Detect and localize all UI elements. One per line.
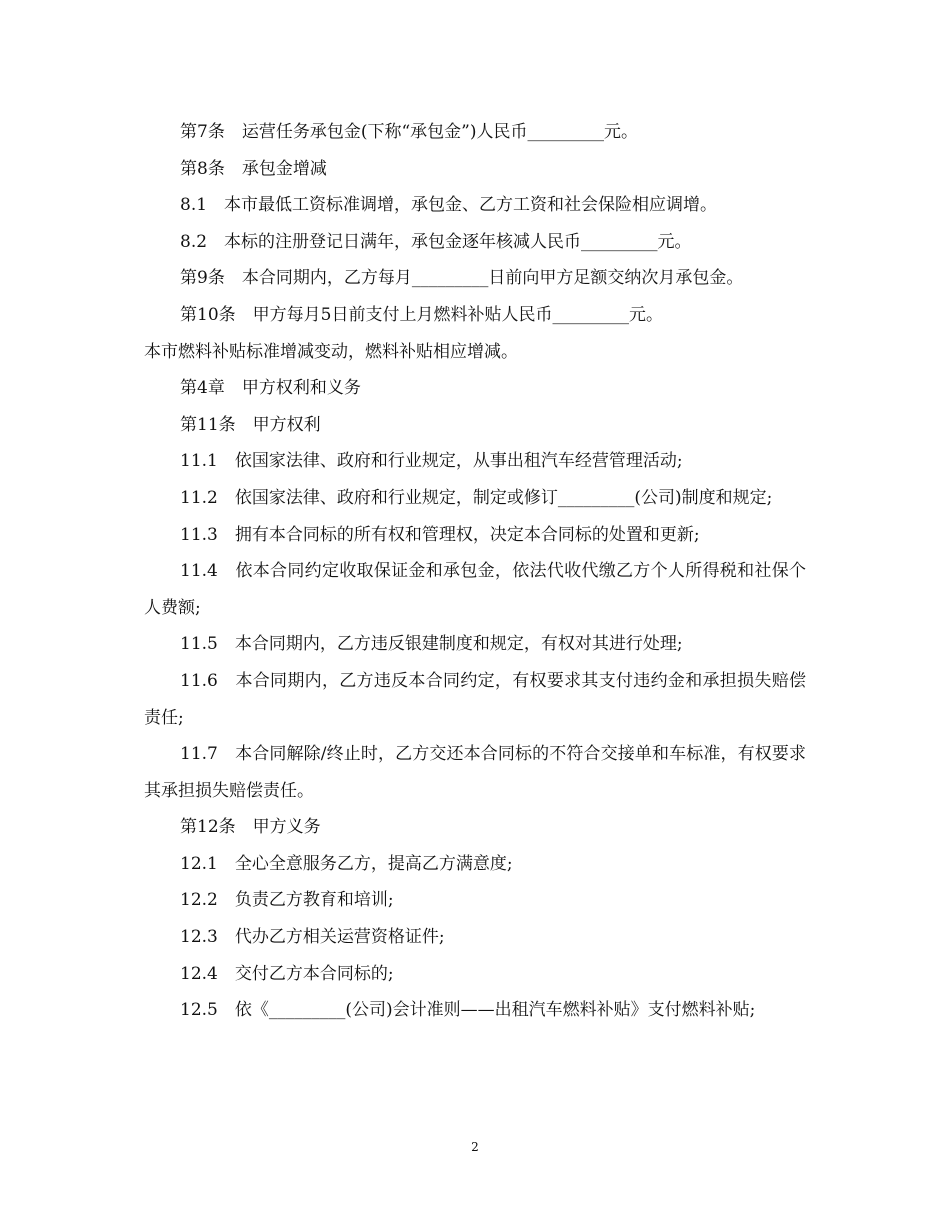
paragraph: 11.4 依本合同约定收取保证金和承包金，依法代收代缴乙方个人所得税和社保个人费额; (144, 561, 806, 618)
paragraph: 第11条 甲方权利 (180, 414, 321, 435)
paragraph: 11.7 本合同解除/终止时，乙方交还本合同标的不符合交接单和车标准，有权要求其承担损失赔偿责任。 (144, 744, 806, 801)
paragraph: 第4章 甲方权利和义务 (180, 378, 361, 399)
paragraph: 11.6 本合同期内，乙方违反本合同约定，有权要求其支付违约金和承担损失赔偿责任; (144, 670, 806, 728)
paragraph: 11.2 依国家法律、政府和行业规定，制定或修订_________(公司)制度和规定; (180, 487, 773, 508)
paragraph: 12.3 代办乙方相关运营资格证件; (180, 927, 445, 948)
paragraph: 12.1 全心全意服务乙方，提高乙方满意度; (180, 853, 513, 874)
paragraph: 12.4 交付乙方本合同标的; (180, 963, 394, 984)
paragraph: 本市燃料补贴标准增减变动，燃料补贴相应增减。 (144, 341, 518, 362)
paragraph: 11.3 拥有本合同标的所有权和管理权，决定本合同标的处置和更新; (180, 524, 700, 545)
paragraph: 第9条 本合同期内，乙方每月_________日前向甲方足额交纳次月承包金。 (180, 268, 744, 289)
paragraph: 第8条 承包金增减 (180, 158, 327, 179)
paragraph: 11.1 依国家法律、政府和行业规定，从事出租汽车经营管理活动; (180, 451, 683, 472)
paragraph: 12.5 依《_________(公司)会计准则——出租汽车燃料补贴》支付燃料补贴; (180, 1000, 756, 1021)
paragraph: 8.1 本市最低工资标准调增，承包金、乙方工资和社会保险相应调增。 (180, 195, 718, 216)
document-body (144, 114, 806, 1029)
page-number: 2 (471, 1140, 479, 1154)
paragraph: 12.2 负责乙方教育和培训; (180, 890, 394, 911)
paragraph: 第12条 甲方义务 (180, 817, 321, 838)
paragraph: 11.5 本合同期内，乙方违反银建制度和规定，有权对其进行处理; (180, 634, 683, 655)
paragraph: 第10条 甲方每月5日前支付上月燃料补贴人民币_________元。 (180, 304, 663, 325)
paragraph: 第7条 运营任务承包金(下称“承包金”)人民币_________元。 (180, 122, 638, 142)
paragraph: 8.2 本标的注册登记日满年，承包金逐年核减人民币_________元。 (180, 231, 692, 252)
